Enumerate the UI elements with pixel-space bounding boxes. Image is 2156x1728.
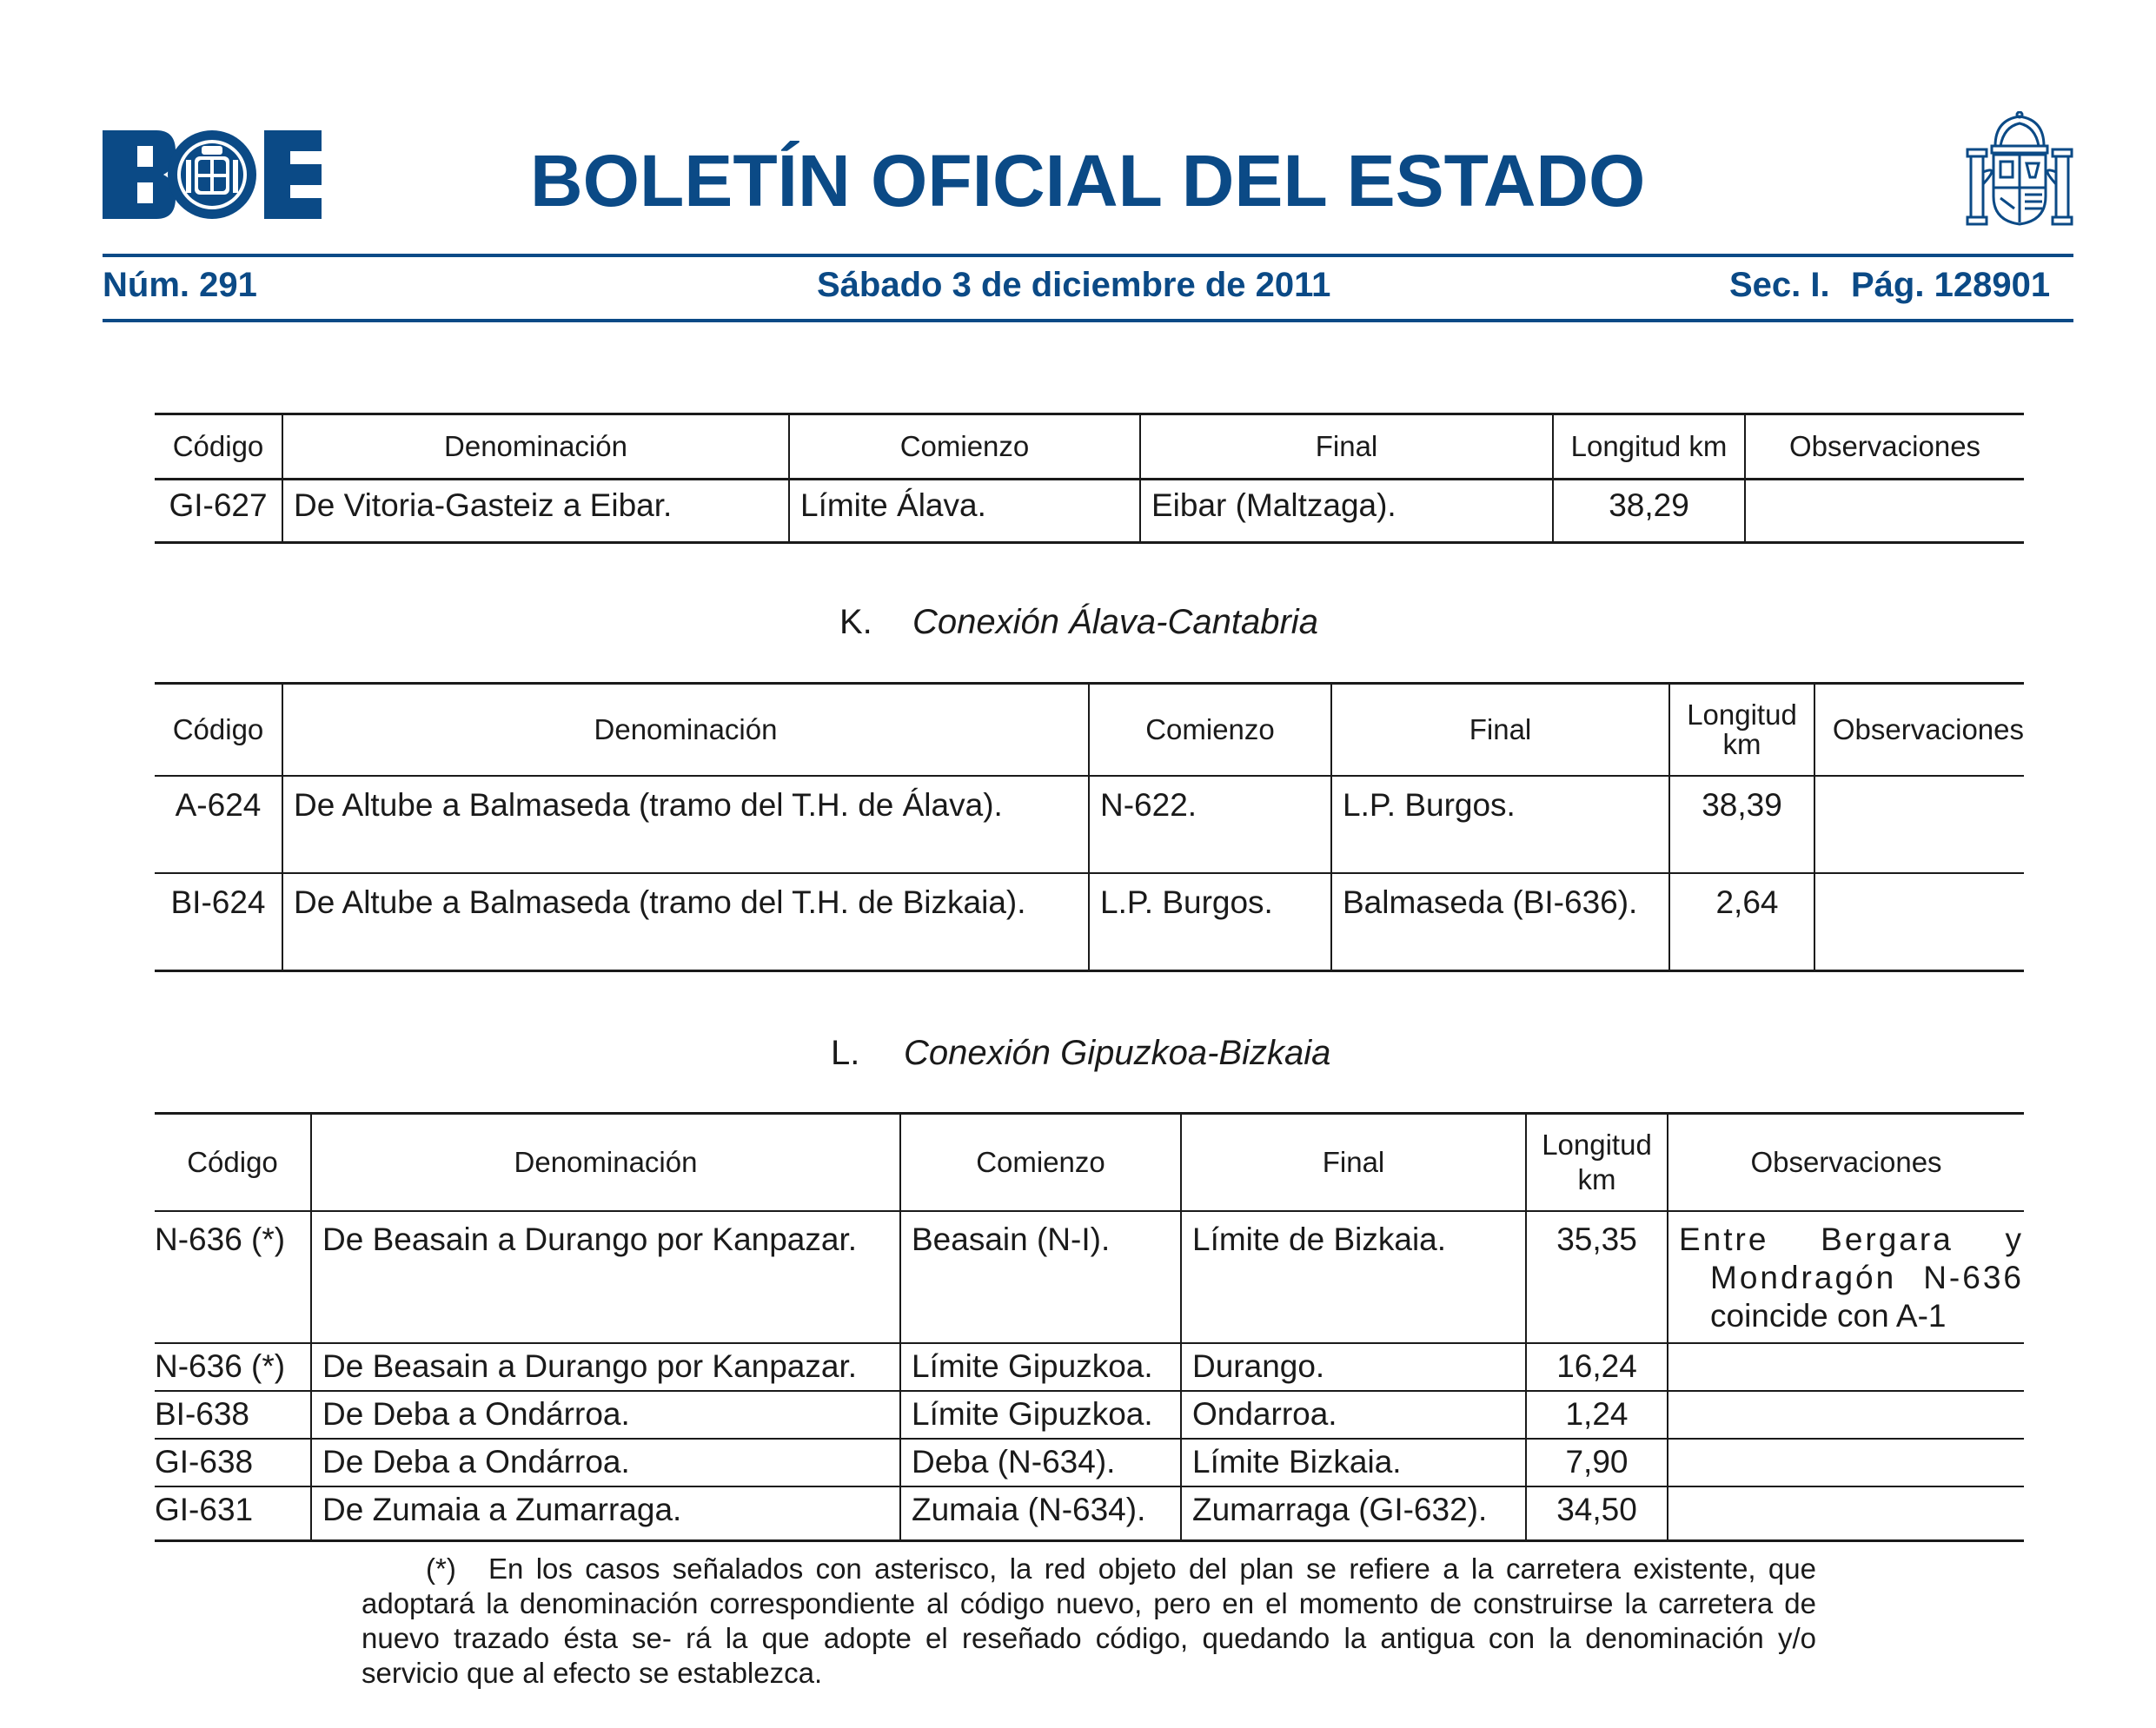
cell-comienzo: Límite Álava. [789,480,1140,543]
col-header: Observaciones [1668,1114,2024,1212]
footnote-paragraph [362,1552,1816,1691]
col-header: Denominación [282,684,1089,777]
col-header: Longitud km [1553,414,1745,480]
cell-denominacion: De Altube a Balmaseda (tramo del T.H. de Álava). [282,776,1089,873]
cell-codigo: N-636 (*) [155,1343,311,1391]
section-heading-k [839,603,1318,642]
cell-denominacion: De Deba a Ondárroa. [311,1391,900,1439]
cell-longitud: 1,24 [1526,1391,1668,1439]
cell-final: Límite de Bizkaia. [1181,1211,1526,1343]
col-header: Denominación [311,1114,900,1212]
page-title: BOLETÍN OFICIAL DEL ESTADO [530,140,1646,222]
cell-final: Balmaseda (BI-636). [1331,873,1669,971]
cell-observaciones [1668,1439,2024,1486]
table-row [155,480,2024,543]
cell-codigo: BI-624 [170,884,266,920]
cell-codigo: BI-638 [155,1391,311,1439]
roads-table-continuation [155,413,2024,544]
table-row [155,1391,2024,1439]
cell-observaciones [1668,1343,2024,1391]
col-header-line: km [1722,728,1761,760]
table-row [155,1486,2024,1541]
cell-comienzo: L.P. Burgos. [1089,873,1331,971]
col-header: Final [1181,1114,1526,1212]
roads-table-l [155,1112,2024,1542]
issue-number: Núm. 291 [103,266,257,304]
cell-longitud: 16,24 [1526,1343,1668,1391]
footnote-mark: (*) [426,1553,456,1585]
boe-logo-icon [103,130,322,219]
cell-codigo: N-636 (*) [155,1211,311,1343]
cell-denominacion: De Deba a Ondárroa. [311,1439,900,1486]
section-name: Conexión Álava-Cantabria [912,603,1318,641]
table-row [155,776,2024,873]
cell-denominacion: De Zumaia a Zumarraga. [311,1486,900,1541]
cell-codigo: GI-638 [155,1439,311,1486]
cell-observaciones [1668,1211,2024,1343]
cell-denominacion: De Vitoria-Gasteiz a Eibar. [282,480,789,543]
col-header: Denominación [282,414,789,480]
col-header-line: Longitud [1687,698,1797,731]
cell-final: Eibar (Maltzaga). [1140,480,1553,543]
col-header-longitud [1526,1114,1668,1212]
col-header: Comienzo [900,1114,1181,1212]
obs-line: coincide con A-1 [1710,1298,1947,1334]
col-header: Comienzo [1089,684,1331,777]
cell-observaciones [1668,1391,2024,1439]
section-heading-l [831,1034,1330,1073]
section-name: Conexión Gipuzkoa-Bizkaia [904,1034,1331,1072]
table-header-row [155,1114,2024,1212]
cell-longitud: 38,39 [1669,776,1814,873]
cell-final: Límite Bizkaia. [1181,1439,1526,1486]
cell-observaciones [1814,873,2024,971]
cell-codigo: GI-631 [155,1492,254,1527]
cell-denominacion: De Beasain a Durango por Kanpazar. [311,1211,900,1343]
cell-comienzo: Límite Gipuzkoa. [900,1343,1181,1391]
cell-final: L.P. Burgos. [1331,776,1669,873]
cell-final: Ondarroa. [1181,1391,1526,1439]
col-header: Comienzo [789,414,1140,480]
table-row [155,1439,2024,1486]
col-header-longitud [1669,684,1814,777]
table-row [155,873,2024,971]
roads-table-k [155,682,2024,972]
table-header-row [155,414,2024,480]
footnote-text: En los casos señalados con asterisco, la red objeto del plan se refiere a la carretera existente, que adoptará la denominación correspondiente al código nuevo, pero en el momento de construirse la carretera de nuevo trazado ésta se- rá la que adopte el reseñado código, quedando la antigua con la denominación y/o servicio que al efecto se establezca. [362,1553,1816,1689]
cell-denominacion: De Beasain a Durango por Kanpazar. [311,1343,900,1391]
cell-longitud: 2,64 [1669,873,1814,971]
col-header: Código [155,684,282,777]
cell-observaciones [1745,480,2024,543]
cell-codigo: GI-627 [169,487,268,523]
cell-longitud: 38,29 [1553,480,1745,543]
col-header: Código [155,1114,311,1212]
col-header-line: km [1577,1163,1616,1195]
cell-comienzo: Zumaia (N-634). [900,1486,1181,1541]
cell-codigo: A-624 [155,776,282,873]
footnote [362,1552,1816,1691]
obs-line: Entre Bergara y [1679,1222,2024,1257]
page-number: Pág. 128901 [1851,266,2051,304]
cell-final: Zumarraga (GI-632). [1181,1486,1526,1541]
cell-longitud: 7,90 [1526,1439,1668,1486]
col-header: Observaciones [1814,684,2024,777]
cell-comienzo: Beasain (N-I). [900,1211,1181,1343]
spain-coat-of-arms-icon [1966,111,2073,228]
header-rule-top [103,254,2073,257]
table-row [155,1343,2024,1391]
table-header-row [155,684,2024,777]
col-header-line: Longitud [1542,1129,1652,1161]
cell-final: Durango. [1181,1343,1526,1391]
cell-comienzo: N-622. [1089,776,1331,873]
col-header: Código [155,414,282,480]
cell-longitud: 34,50 [1526,1486,1668,1541]
obs-line: Mondragón N-636 [1710,1260,2024,1295]
cell-observaciones [1668,1486,2024,1541]
issue-date: Sábado 3 de diciembre de 2011 [817,266,1331,304]
cell-observaciones [1814,776,2024,873]
col-header: Observaciones [1745,414,2024,480]
col-header: Final [1140,414,1553,480]
section-label: Sec. I. [1729,266,1830,304]
section-letter: K. [839,603,872,641]
header-rule-bottom [103,319,2073,322]
table-row [155,1211,2024,1343]
cell-longitud: 35,35 [1526,1211,1668,1343]
col-header: Final [1331,684,1669,777]
cell-comienzo: Límite Gipuzkoa. [900,1391,1181,1439]
section-letter: L. [831,1034,860,1072]
cell-comienzo: Deba (N-634). [900,1439,1181,1486]
cell-denominacion: De Altube a Balmaseda (tramo del T.H. de Bizkaia). [282,873,1089,971]
